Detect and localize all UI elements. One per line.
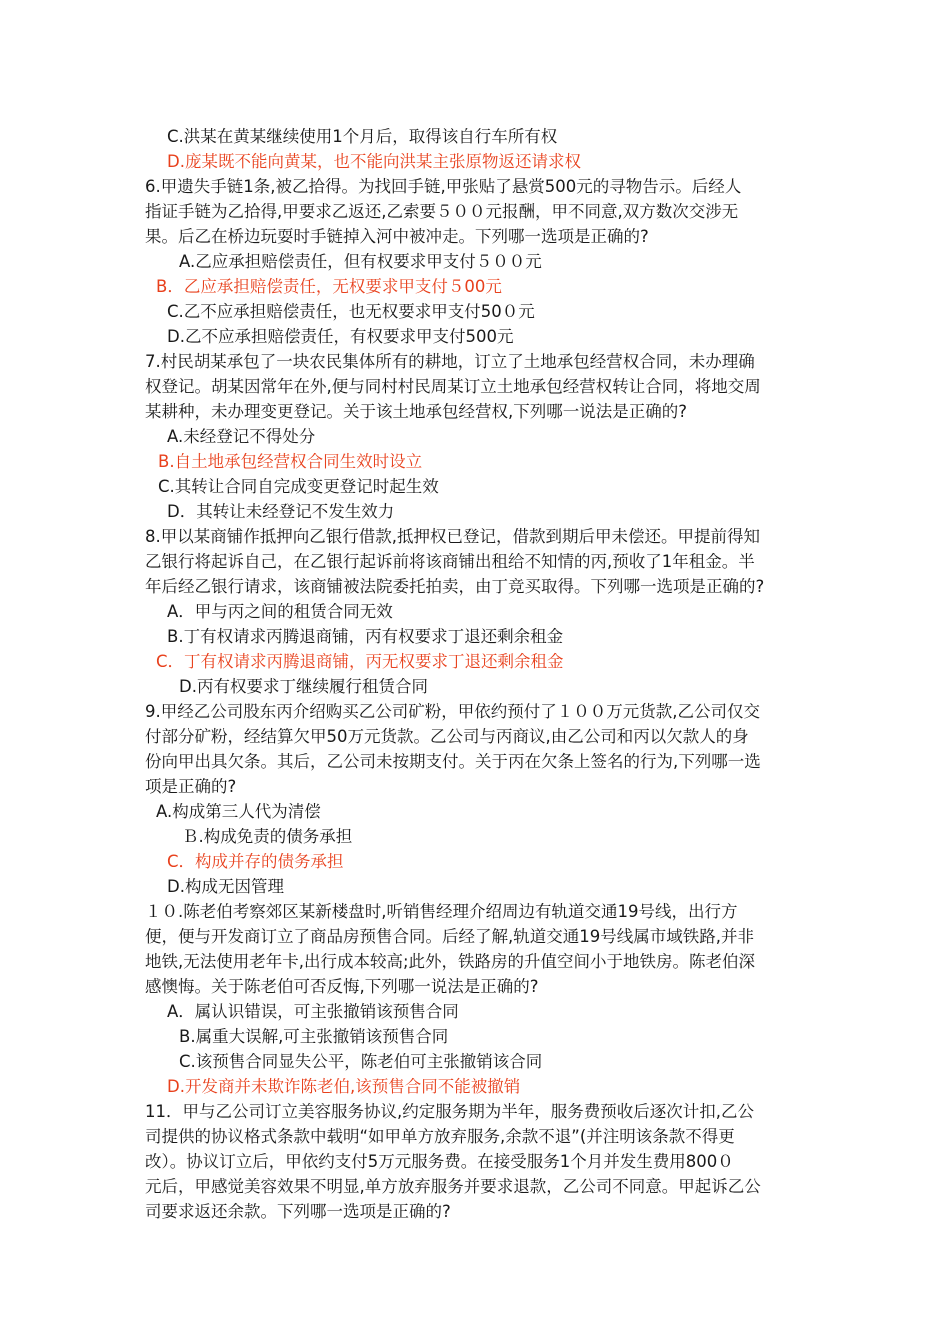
option-line: D．其转让未经登记不发生效力 [167, 502, 395, 521]
option-line: C.乙不应承担赔偿责任，也无权要求甲支付50０元 [167, 302, 535, 321]
answer-line: C．丁有权请求丙腾退商铺，丙无权要求丁退还剩余租金 [156, 652, 564, 671]
question-line: 付部分矿粉，经结算欠甲50万元货款。乙公司与丙商议,由乙公司和丙以欠款人的身 [145, 727, 749, 746]
option-line: A.构成第三人代为清偿 [156, 802, 321, 821]
question-line: 年后经乙银行请求，该商铺被法院委托拍卖，由丁竞买取得。下列哪一选项是正确的? [145, 577, 765, 596]
question-line: 便，便与开发商订立了商品房预售合同。后经了解,轨道交通19号线属市域铁路,并非 [145, 927, 754, 946]
option-line: B.属重大误解,可主张撤销该预售合同 [179, 1027, 449, 1046]
question-line: 7.村民胡某承包了一块农民集体所有的耕地，订立了土地承包经营权合同，未办理确 [145, 352, 755, 371]
question-line: 感懊悔。关于陈老伯可否反悔,下列哪一说法是正确的? [145, 977, 539, 996]
question-line: 元后，甲感觉美容效果不明显,单方放弃服务并要求退款，乙公司不同意。甲起诉乙公 [145, 1177, 761, 1196]
answer-line: B.自土地承包经营权合同生效时设立 [158, 452, 423, 471]
answer-line: B．乙应承担赔偿责任，无权要求甲支付５00元 [156, 277, 502, 296]
option-line: A.未经登记不得处分 [167, 427, 316, 446]
answer-line: C．构成并存的债务承担 [167, 852, 344, 871]
answer-line: D.庞某既不能向黄某，也不能向洪某主张原物返还请求权 [167, 152, 581, 171]
question-line: 项是正确的? [145, 777, 237, 796]
question-line: 乙银行将起诉自己，在乙银行起诉前将该商铺出租给不知情的丙,预收了1年租金。半 [145, 552, 755, 571]
option-line: D.构成无因管理 [167, 877, 284, 896]
option-line: C.该预售合同显失公平，陈老伯可主张撤销该合同 [179, 1052, 543, 1071]
question-line: 某耕种，未办理变更登记。关于该土地承包经营权,下列哪一说法是正确的? [145, 402, 688, 421]
question-line: １０.陈老伯考察郊区某新楼盘时,听销售经理介绍周边有轨道交通19号线，出行方 [145, 902, 738, 921]
question-line: 司提供的协议格式条款中载明“如甲单方放弃服务,余款不退”(并注明该条款不得更 [145, 1127, 735, 1146]
question-line: 份向甲出具欠条。其后，乙公司未按期支付。关于丙在欠条上签名的行为,下列哪一选 [145, 752, 761, 771]
option-line: A．甲与丙之间的租赁合同无效 [167, 602, 393, 621]
option-line: A.乙应承担赔偿责任，但有权要求甲支付５００元 [179, 252, 542, 271]
answer-line: D.开发商并未欺诈陈老伯,该预售合同不能被撤销 [167, 1077, 521, 1096]
option-line: C.其转让合同自完成变更登记时起生效 [158, 477, 439, 496]
question-line: 指证手链为乙拾得,甲要求乙返还,乙索要５００元报酬，甲不同意,双方数次交涉无 [145, 202, 739, 221]
question-line: 11．甲与乙公司订立美容服务协议,约定服务期为半年，服务费预收后逐次计扣,乙公 [145, 1102, 754, 1121]
option-line: D.丙有权要求丁继续履行租赁合同 [179, 677, 428, 696]
question-line: 地铁,无法使用老年卡,出行成本较高;此外，铁路房的升值空间小于地铁房。陈老伯深 [145, 952, 756, 971]
option-line: B.丁有权请求丙腾退商铺，丙有权要求丁退还剩余租金 [167, 627, 564, 646]
option-line: Ｂ.构成免责的债务承担 [182, 827, 353, 846]
question-line: 9.甲经乙公司股东丙介绍购买乙公司矿粉，甲依约预付了１００万元货款,乙公司仅交 [145, 702, 760, 721]
question-line: 权登记。胡某因常年在外,便与同村村民周某订立土地承包经营权转让合同，将地交周 [145, 377, 761, 396]
option-line: C.洪某在黄某继续使用1个月后，取得该自行车所有权 [167, 127, 558, 146]
question-line: 果。后乙在桥边玩耍时手链掉入河中被冲走。下列哪一选项是正确的? [145, 227, 649, 246]
question-line: 8.甲以某商铺作抵押向乙银行借款,抵押权已登记，借款到期后甲未偿还。甲提前得知 [145, 527, 760, 546]
option-line: A．属认识错误，可主张撤销该预售合同 [167, 1002, 459, 1021]
question-line: 改）。协议订立后，甲依约支付5万元服务费。在接受服务1个月并发生费用800０ [145, 1152, 734, 1171]
option-line: D.乙不应承担赔偿责任，有权要求甲支付500元 [167, 327, 514, 346]
question-line: 司要求返还余款。下列哪一选项是正确的? [145, 1202, 451, 1221]
question-line: 6.甲遗失手链1条,被乙拾得。为找回手链,甲张贴了悬赏500元的寻物告示。后经人 [145, 177, 742, 196]
